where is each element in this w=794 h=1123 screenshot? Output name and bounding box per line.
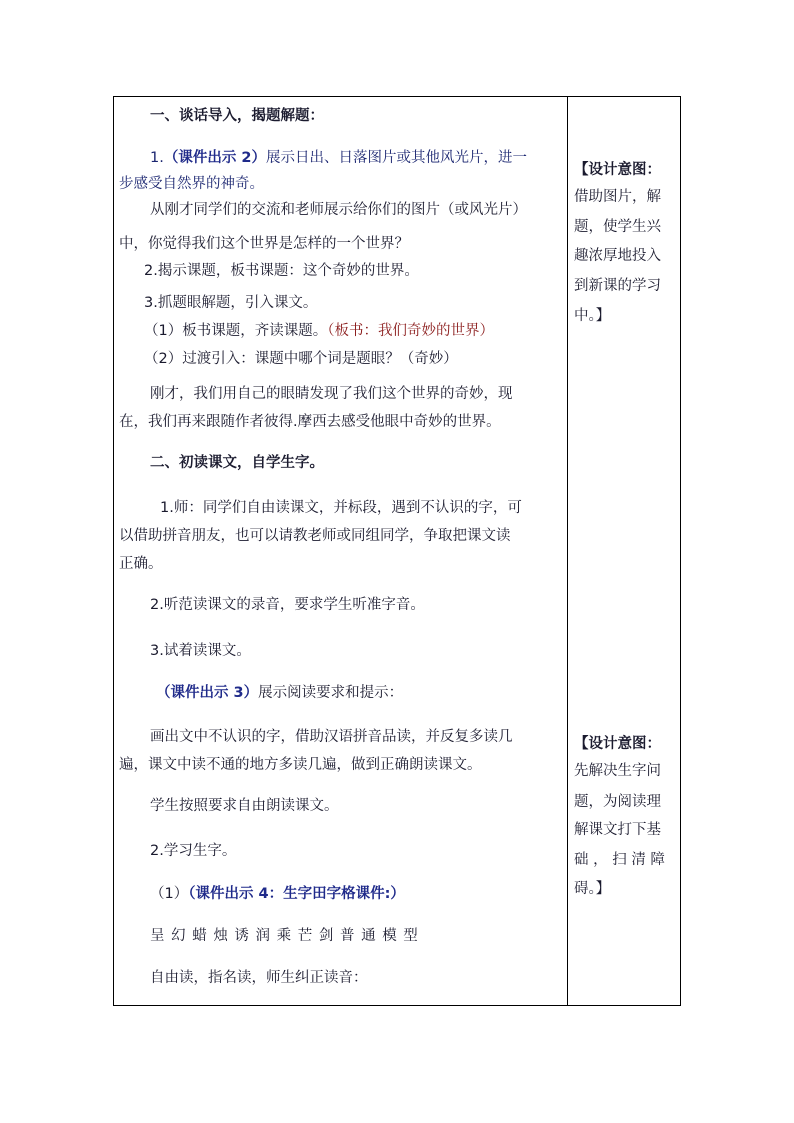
paragraph: 自由读，指名读，师生纠正读音： [150, 970, 368, 986]
paragraph: 2.揭示课题，板书课题：这个奇妙的世界。 [144, 263, 419, 279]
text: 1. [150, 150, 164, 166]
courseware-tag: （课件出示 4：生字田字格课件:） [188, 886, 405, 902]
paragraph: 刚才，我们用自己的眼睛发现了我们这个世界的奇妙，现 [150, 386, 513, 402]
design-intent-line: 解课文打下基 [574, 822, 661, 838]
courseware-tag: （课件出示 3） [156, 685, 259, 701]
design-intent-line: 础 ， 扫 清 障 [574, 852, 665, 868]
text: （1） [150, 886, 189, 902]
new-characters: 呈 幻 蜡 烛 诱 润 乘 芒 剑 普 通 模 型 [150, 928, 418, 944]
paragraph: 3.试着读课文。 [150, 643, 251, 659]
design-intent-line: 中。】 [574, 308, 611, 324]
design-intent-line: 题，为阅读理 [574, 794, 661, 810]
design-intent-line: 先解决生字问 [574, 763, 661, 779]
paragraph: 在，我们再来跟随作者彼得.摩西去感受他眼中奇妙的世界。 [119, 414, 501, 430]
paragraph: 以借助拼音朋友，也可以请教老师或同组同学，争取把课文读 [119, 528, 511, 544]
paragraph: 学生按照要求自由朗读课文。 [150, 798, 339, 814]
paragraph [156, 684, 403, 702]
paragraph: 2.听范读课文的录音，要求学生听准字音。 [150, 597, 425, 613]
column-divider [567, 96, 568, 1006]
text: 展示日出、日落图片或其他风光片，进一 [265, 150, 527, 166]
paragraph: 正确。 [119, 556, 163, 572]
paragraph: 中，你觉得我们这个世界是怎样的一个世界？ [119, 236, 409, 252]
paragraph [144, 322, 494, 340]
paragraph: 从刚才同学们的交流和老师展示给你们的图片（或风光片） [150, 202, 527, 218]
text: 展示阅读要求和提示： [258, 685, 404, 701]
design-intent-title: 【设计意图： [574, 162, 661, 178]
text: （1）板书课题，齐读课题。 [144, 323, 328, 339]
paragraph [150, 149, 527, 167]
design-intent-line: 碍。】 [574, 881, 611, 897]
paragraph: 步感受自然界的神奇。 [119, 176, 264, 192]
design-intent-title: 【设计意图： [574, 736, 661, 752]
board-note: （板书：我们奇妙的世界） [327, 323, 494, 339]
design-intent-line: 趣浓厚地投入 [574, 248, 661, 264]
paragraph: 遍，课文中读不通的地方多读几遍，做到正确朗读课文。 [119, 757, 482, 773]
section-title-2: 二、初读课文，自学生字。 [150, 455, 324, 471]
design-intent-line: 借助图片，解 [574, 189, 661, 205]
design-intent-line: 到新课的学习 [574, 278, 661, 294]
paragraph: 1.师：同学们自由读课文，并标段，遇到不认识的字，可 [160, 500, 522, 516]
paragraph: 2.学习生字。 [150, 843, 237, 859]
design-intent-line: 题，使学生兴 [574, 219, 661, 235]
section-title-1: 一、谈话导入，揭题解题： [150, 108, 324, 124]
paragraph [150, 885, 405, 903]
paragraph: 3.抓题眼解题，引入课文。 [144, 295, 318, 311]
courseware-tag: （课件出示 2） [163, 150, 266, 166]
paragraph: 画出文中不认识的字，借助汉语拼音品读，并反复多读几 [150, 729, 513, 745]
paragraph: （2）过渡引入：课题中哪个词是题眼？（奇妙） [144, 351, 458, 367]
